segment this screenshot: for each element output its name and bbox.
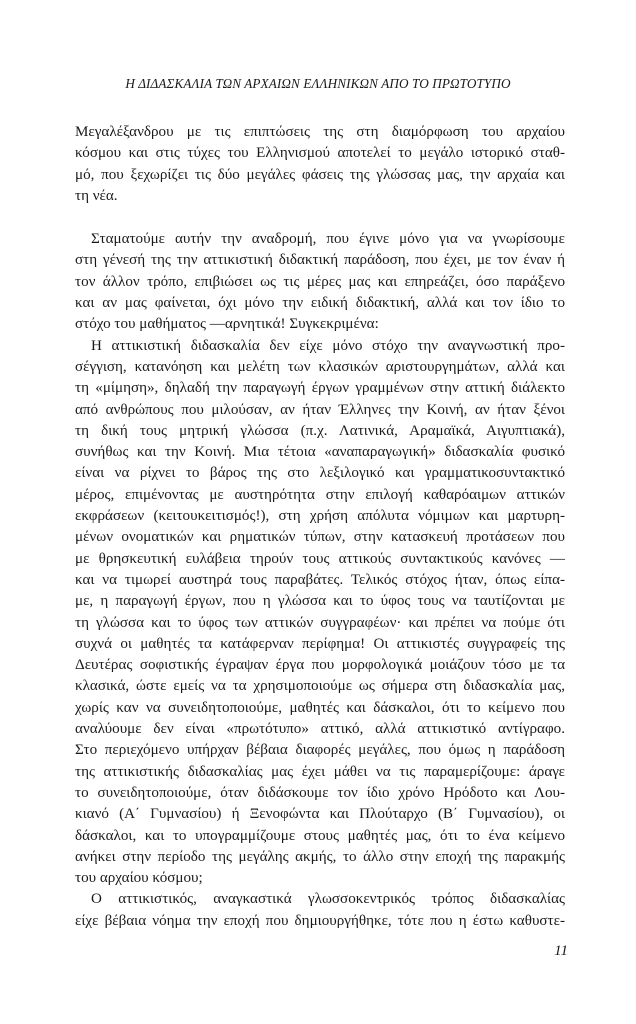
text-line: της αττικιστικής διδασκαλίας μας έχει μάθει να τις παραμερίζουμε: άραγε: [75, 763, 565, 780]
text-line: Μεγαλέξανδρου με τις επιπτώσεις της στη διαμόρφωση του αρχαίου: [75, 124, 565, 140]
text-line: μέρος, επιμένοντας με αυστηρότητα στην επιλογή καθαρόαιμων αττικών: [75, 486, 565, 503]
text-line: χωρίς καν να συνειδητοποιούμε, μαθητές και δάσκαλοι, ότι το κείμενο που: [75, 699, 565, 716]
text-line: τη νέα.: [75, 187, 118, 204]
text-line: είναι να ρίχνει το βάρος της στο λεξιλογικό και γραμματικοσυντακτικό: [75, 465, 565, 482]
text-line: κιανό (Α΄ Γυμνασίου) ή Ξενοφώντα και Πλούταρχο (Β΄ Γυμνασίου), οι: [75, 806, 565, 823]
text-line: με θρησκευτική ευλάβεια τηρούν τους αττικούς συντακτικούς κανόνες —: [75, 550, 565, 567]
text-line: κλασικά, ώστε εμείς να τα χρησιμοποιούμε ως σήμερα στη διδασκαλία μας,: [75, 678, 565, 695]
text-line: κόσμου και στις τύχες του Ελληνισμού αποτελεί το μεγάλο ιστορικό σταθ-: [75, 145, 565, 162]
text-line: εκφράσεων (κειτουκειτισμός!), στη χρήση απόλυτα νόμιμων και μαρτυρη-: [75, 508, 565, 525]
text-line: με, η παραγωγή έργων, που η γλώσσα και το ύφος τους να ταυτίζονται με: [75, 593, 565, 610]
text-line: το συνειδητοποιούμε, όταν διδάσκουμε τον ίδιο χρόνο Ηρόδοτο και Λου-: [75, 784, 565, 801]
paragraph-1: [75, 122, 565, 207]
text-line: αναλύουμε δεν είναι «πρωτότυπο» αττικό, αλλά αττικιστικό αντίγραφο.: [75, 721, 565, 738]
text-line: δάσκαλοι, και το υπογραμμίζουμε στους μαθητές μας, ότι το ένα κείμενο: [75, 827, 565, 844]
text-line: τη «μίμηση», δηλαδή την παραγωγή έργων γραμμένων στην αττική διάλεκτο: [75, 380, 565, 397]
running-head: Η ΔΙΔΑΣΚΑΛΙΑ ΤΩΝ ΑΡΧΑΙΩΝ ΕΛΛΗΝΙΚΩΝ ΑΠΟ ΤΟ ΠΡΩΤΟΤΥΠΟ: [125, 76, 511, 91]
text-line: σέγγιση, κατανόηση και μελέτη των κλασικών αριστουργημάτων, αλλά και: [75, 358, 565, 375]
text-line: τη δική τους μητρική γλώσσα (π.χ. Λατινικά, Αραμαϊκά, Αιγυπτιακά),: [75, 422, 565, 439]
text-line: στόχο του μαθήματος —αρνητικά! Συγκεκριμένα:: [75, 316, 379, 333]
text-line: Σταματούμε αυτήν την αναδρομή, που έγινε μόνο για να γνωρίσουμε: [91, 231, 565, 248]
text-line: Στο περιεχόμενο υπήρχαν βέβαια διαφορές μεγάλες, που όμως η παράδοση: [75, 742, 565, 759]
text-line: Η αττικιστική διδασκαλία δεν είχε μόνο στόχο την αναγνωστική προ-: [91, 337, 565, 354]
text-line: μένων ονοματικών και ρηματικών τύπων, στην κατασκευή προτάσεων που: [75, 529, 565, 546]
text-line: και να τιμωρεί αυστηρά τους παραβάτες. Τελικός στόχος ήταν, όπως είπα-: [75, 571, 565, 588]
text-line: στη γένεσή της την αττικιστική διδακτική παράδοση, που έχει, με τον έναν ή: [75, 252, 565, 269]
text-line: μό, που ξεχωρίζει τις δύο μεγάλες φάσεις της γλώσσας μας, την αρχαία και: [75, 166, 565, 183]
text-line: Ο αττικιστικός, αναγκαστικά γλωσσοκεντρικός τρόπος διδασκαλίας: [91, 891, 565, 908]
text-line: Δευτέρας σοφιστικής έγραψαν έργα που μορφολογικά μοιάζουν τόσο με τα: [75, 657, 565, 674]
text-line: τη γλώσσα και το ύφος των αττικών συγγραφέων· και πρέπει να πούμε ότι: [75, 614, 565, 631]
body-text: [75, 122, 565, 932]
text-line: ανήκει στην περίοδο της μεγάλης ακμής, το άλλο στην εποχή της παρακμής: [75, 848, 565, 865]
text-line: συχνά οι μαθητές τα κατάφερναν περίφημα! Οι αττικιστές συγγραφείς της: [75, 635, 565, 652]
text-line: είχε βέβαια νόημα την εποχή που δημιουργήθηκε, τότε που η έστω καθυστε-: [75, 912, 565, 929]
text-line: του αρχαίου κόσμου;: [75, 870, 203, 887]
paragraph-4: [75, 889, 565, 932]
text-line: τον άλλον τρόπο, επιβιώσει ως τις μέρες μας και επηρεάζει, όσο παράξενο: [75, 273, 565, 290]
text-line: συνήθως και την Κοινή. Μια τέτοια «αναπαραγωγική» διδασκαλία φυσικό: [75, 444, 565, 461]
page-number: 11: [554, 943, 568, 959]
paragraph-3: [75, 336, 565, 890]
text-line: και αν μας φαίνεται, όχι μόνο την ειδική διδακτική, αλλά και τον ίδιο το: [75, 295, 565, 312]
text-line: από ανθρώπους που μιλούσαν, αν ήταν Έλληνες την Κοινή, αν ήταν ξένοι: [75, 401, 565, 418]
paragraph-2: [75, 229, 565, 335]
